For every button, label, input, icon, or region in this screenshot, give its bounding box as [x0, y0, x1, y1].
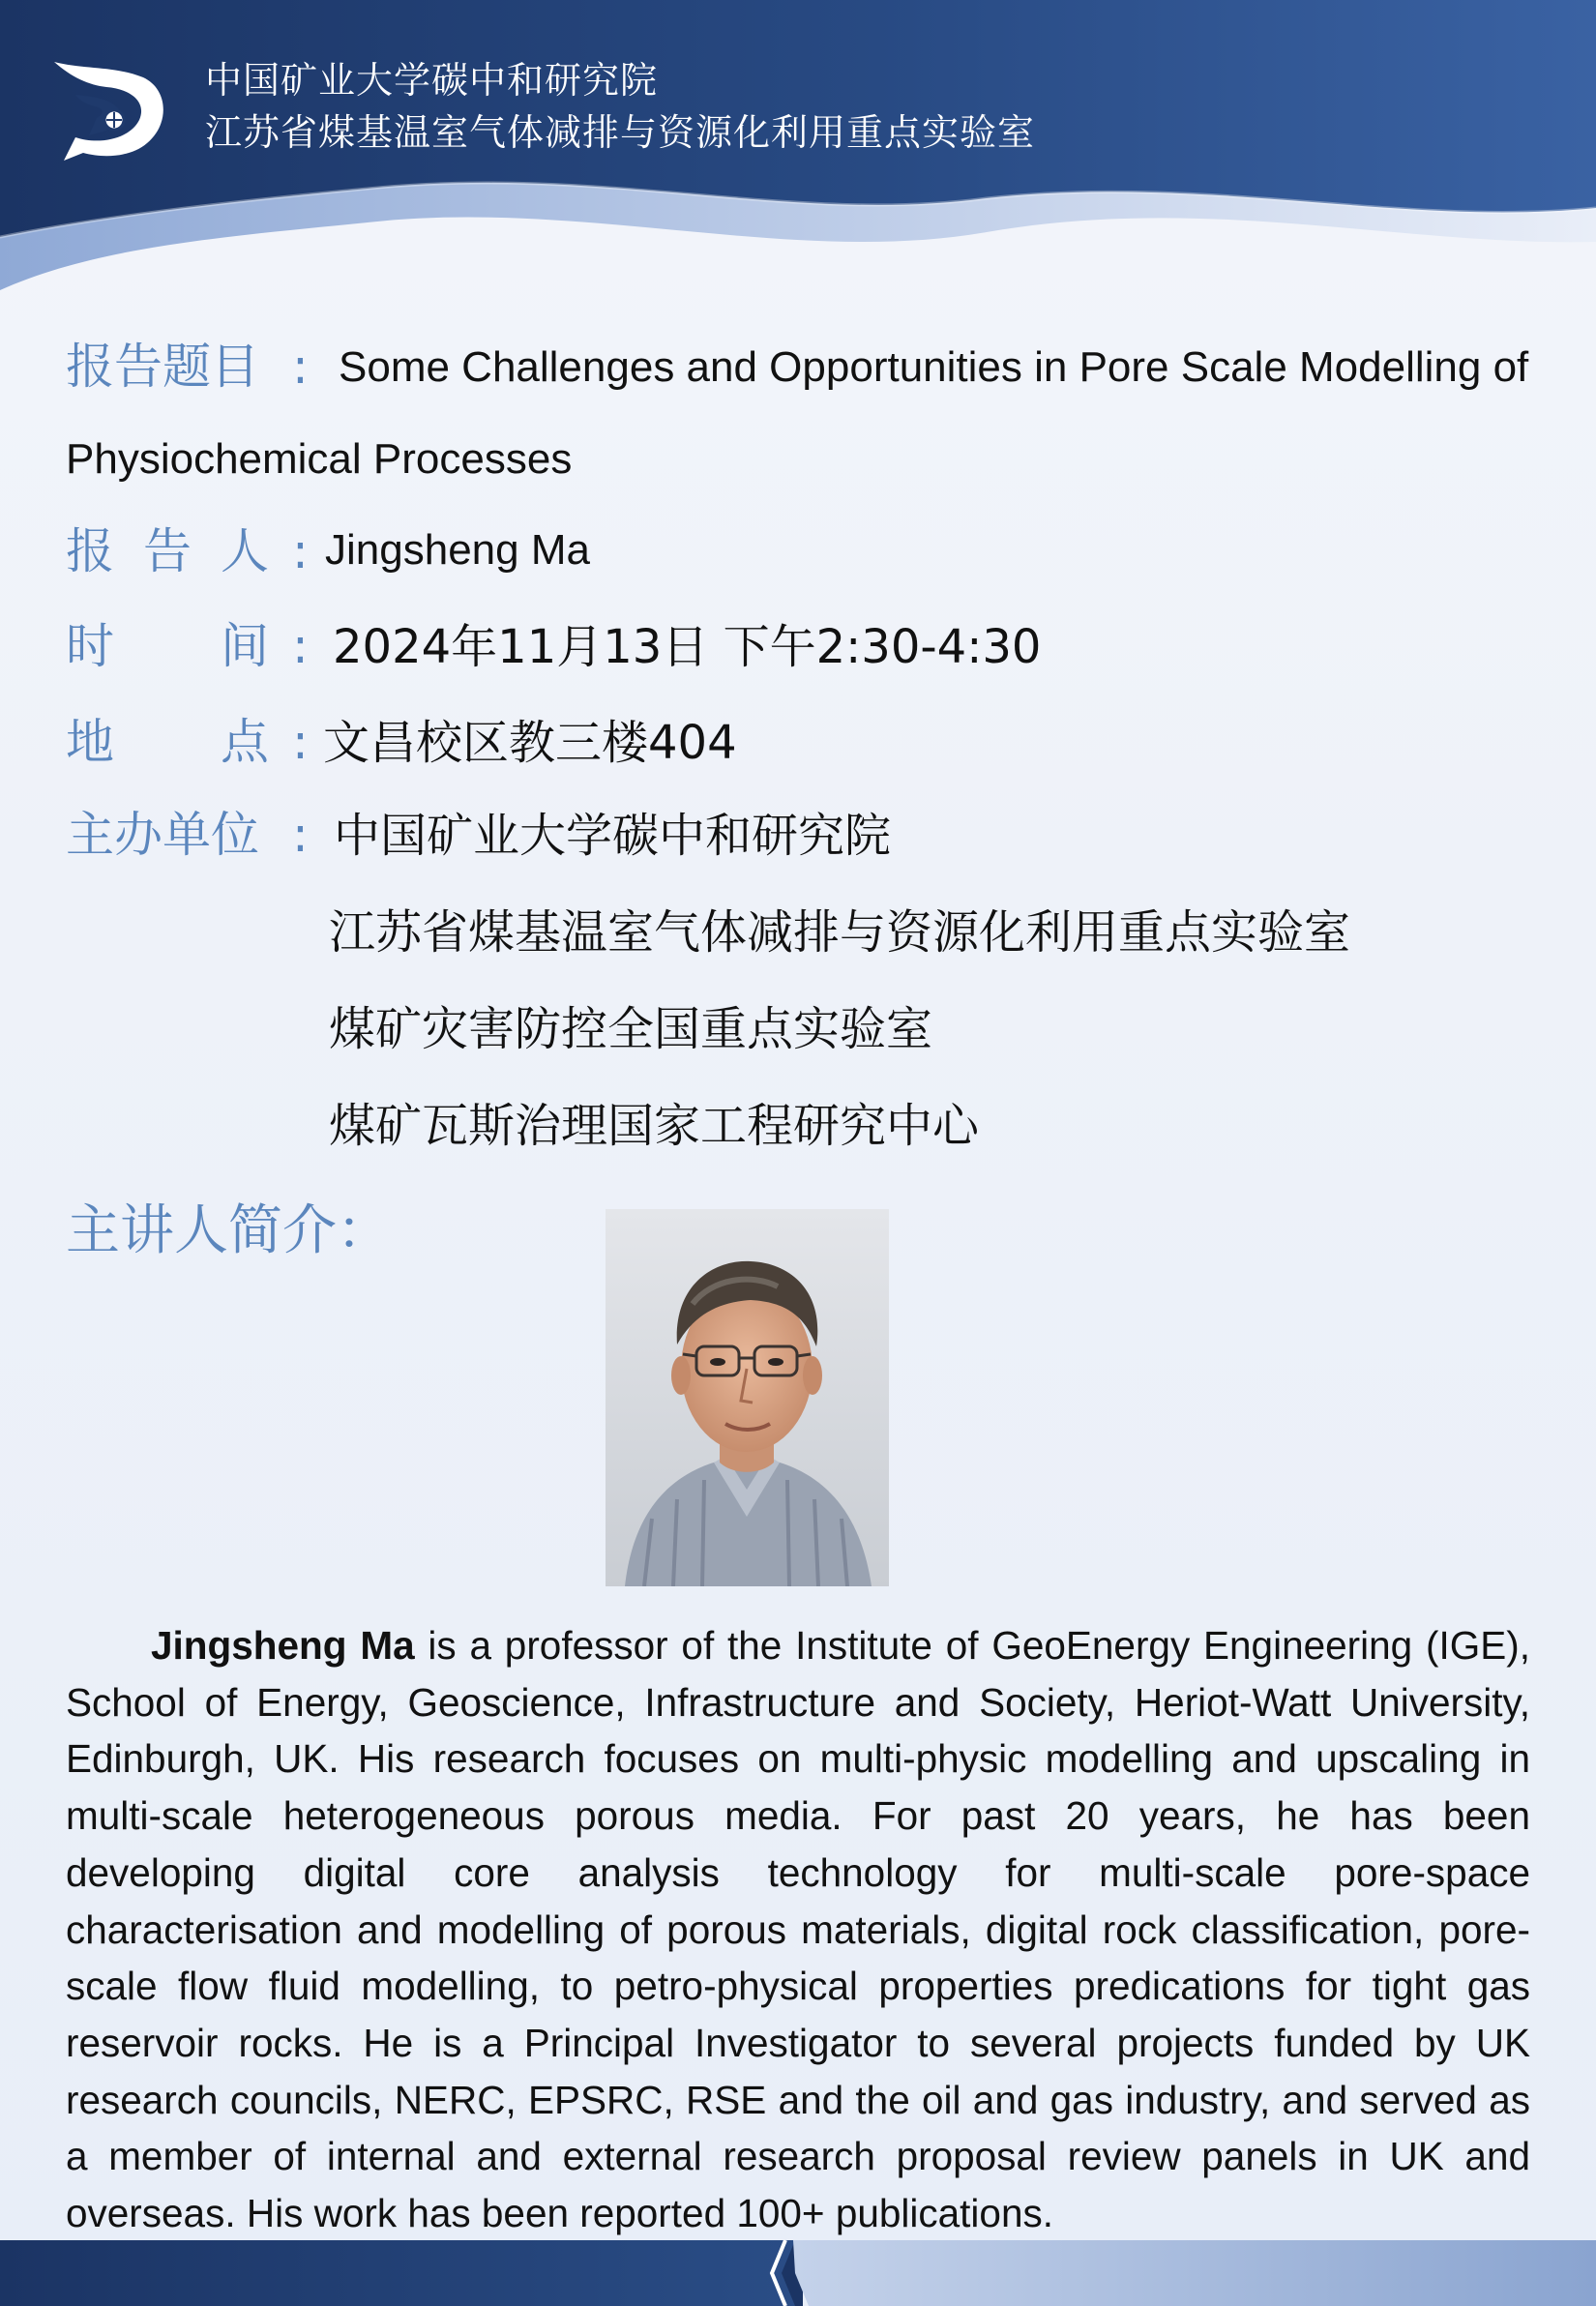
bio-heading: 主讲人简介： — [66, 1199, 391, 1262]
footer-banner — [0, 2234, 1596, 2306]
organizer-item: 江苏省煤基温室气体减排与资源化利用重点实验室 — [329, 905, 1351, 960]
place-label — [66, 714, 269, 770]
time-label-char: 时 — [66, 618, 114, 674]
organizer-item: 煤矿灾害防控全国重点实验室 — [329, 1002, 933, 1056]
speaker-name: Jingsheng Ma — [325, 526, 590, 574]
organizer-item: 煤矿瓦斯治理国家工程研究中心 — [329, 1099, 980, 1153]
time-label — [66, 618, 269, 674]
bio-speaker-name: Jingsheng Ma — [151, 1623, 415, 1668]
time-label-char: 间 — [221, 618, 269, 674]
header-org-name-2: 江苏省煤基温室气体减排与资源化利用重点实验室 — [205, 111, 1036, 154]
organizer-label: 主办单位 — [66, 807, 259, 863]
talk-time: 2024年11月13日 下午2:30-4:30 — [333, 620, 1042, 674]
title-label: 报告题目 — [66, 339, 259, 395]
bio-text: is a professor of the Institute of GeoEnergy Engineering (IGE), School of Energy, Geoscience, Infrastructure and Society, Heriot-Watt University, Edinburgh, UK. His research focuses on multi-physic modelling and upscaling in multi-scale heterogeneous porous media. For past 20 years, he has been developing digital core analysis technology for multi-scale pore-space characterisation and modelling of porous materials, digital rock classification, pore-scale flow fluid modelling, to petro-physical properties predications for tight gas reservoir rocks. He is a Principal Investigator to several projects funded by UK research councils, NERC, EPSRC, RSE and the oil and gas industry, and served as a member of internal and external research proposal review panels in UK and overseas. His work has been reported 100+ publications. — [66, 1623, 1530, 2236]
speaker-label-char: 人 — [221, 523, 269, 579]
talk-place: 文昌校区教三楼404 — [323, 716, 737, 770]
speaker-label — [66, 523, 269, 579]
header-org-name-1: 中国矿业大学碳中和研究院 — [205, 59, 659, 102]
speaker-portrait — [606, 1209, 889, 1586]
title-colon: : — [292, 339, 309, 395]
header-banner — [0, 0, 1596, 310]
speaker-colon: : — [292, 523, 309, 579]
speaker-label-char: 报 — [66, 523, 114, 579]
time-colon: : — [292, 618, 309, 674]
speaker-portrait-icon — [606, 1209, 889, 1586]
place-colon: : — [292, 714, 309, 770]
speaker-label-char: 告 — [143, 523, 192, 579]
place-label-char: 地 — [66, 714, 114, 770]
report-title-line2: Physiochemical Processes — [66, 435, 573, 483]
report-title-line1: Some Challenges and Opportunities in Pore Scale Modelling of — [339, 343, 1529, 391]
organizer-colon: : — [292, 807, 309, 863]
organizer-item: 中国矿业大学碳中和研究院 — [334, 809, 892, 863]
institute-logo-icon — [46, 56, 172, 164]
place-label-char: 点 — [221, 714, 269, 770]
bio-paragraph — [66, 1617, 1530, 2242]
